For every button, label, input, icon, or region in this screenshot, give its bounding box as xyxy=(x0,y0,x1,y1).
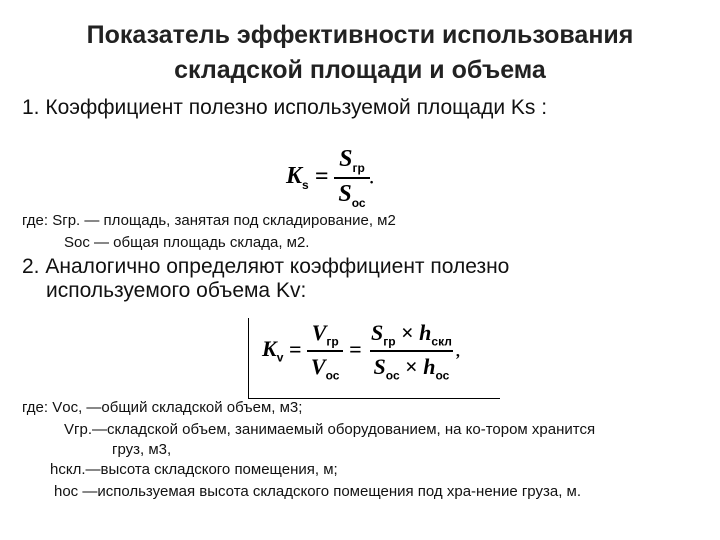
kv-equals-1: = xyxy=(288,336,302,362)
where2-line3: груз, м3, xyxy=(112,441,172,458)
formula-ks xyxy=(286,146,374,210)
ks-fraction: $\frac{S_{гр}}{S_{ос}}$ xyxy=(334,146,369,210)
where1-line1: где: Sгр. — площадь, занятая под складирование, м2 xyxy=(22,212,396,229)
slide-title-line1: Показатель эффективности использования xyxy=(86,21,634,49)
slide-title-line2: складской площади и объема xyxy=(174,56,546,84)
ks-equals: = xyxy=(314,163,329,190)
where2-line2: Vгр.—складской объем, занимаемый оборудованием, на ко-тором хранится xyxy=(64,421,596,438)
item2-line1: 2. Аналогично определяют коэффициент полезно xyxy=(22,255,510,278)
formula-kv xyxy=(262,320,460,383)
where1-line2: Sос — общая площадь склада, м2. xyxy=(64,234,310,251)
kv-equals-2: = xyxy=(348,336,362,362)
slide-title xyxy=(0,18,720,88)
where2-line1: где: Vос, —общий складской объем, м3; xyxy=(22,399,303,416)
kv-trail: , xyxy=(455,343,460,361)
kv-lhs: $K_v$ xyxy=(262,336,284,365)
kv-fraction-1: $\frac{V_{гр}}{V_{ос}}$ xyxy=(307,320,344,383)
where2-line5: hос —используемая высота складского помещения под хра-нение груза, м. xyxy=(54,483,582,500)
ks-lhs: $K_s$ xyxy=(286,163,309,193)
ks-trail: . xyxy=(369,170,374,188)
formula2-frame-left xyxy=(248,318,249,398)
item1-heading: 1. Коэффициент полезно используемой площади Ks : xyxy=(22,96,548,119)
where2-line4: hскл.—высота складского помещения, м; xyxy=(50,461,338,478)
item2-line2: используемого объема Kv: xyxy=(46,279,307,302)
kv-fraction-2: $\frac{S_{гр} \times h_{скл}}{S_{ос} \times h_{ос}}$ xyxy=(371,320,452,383)
